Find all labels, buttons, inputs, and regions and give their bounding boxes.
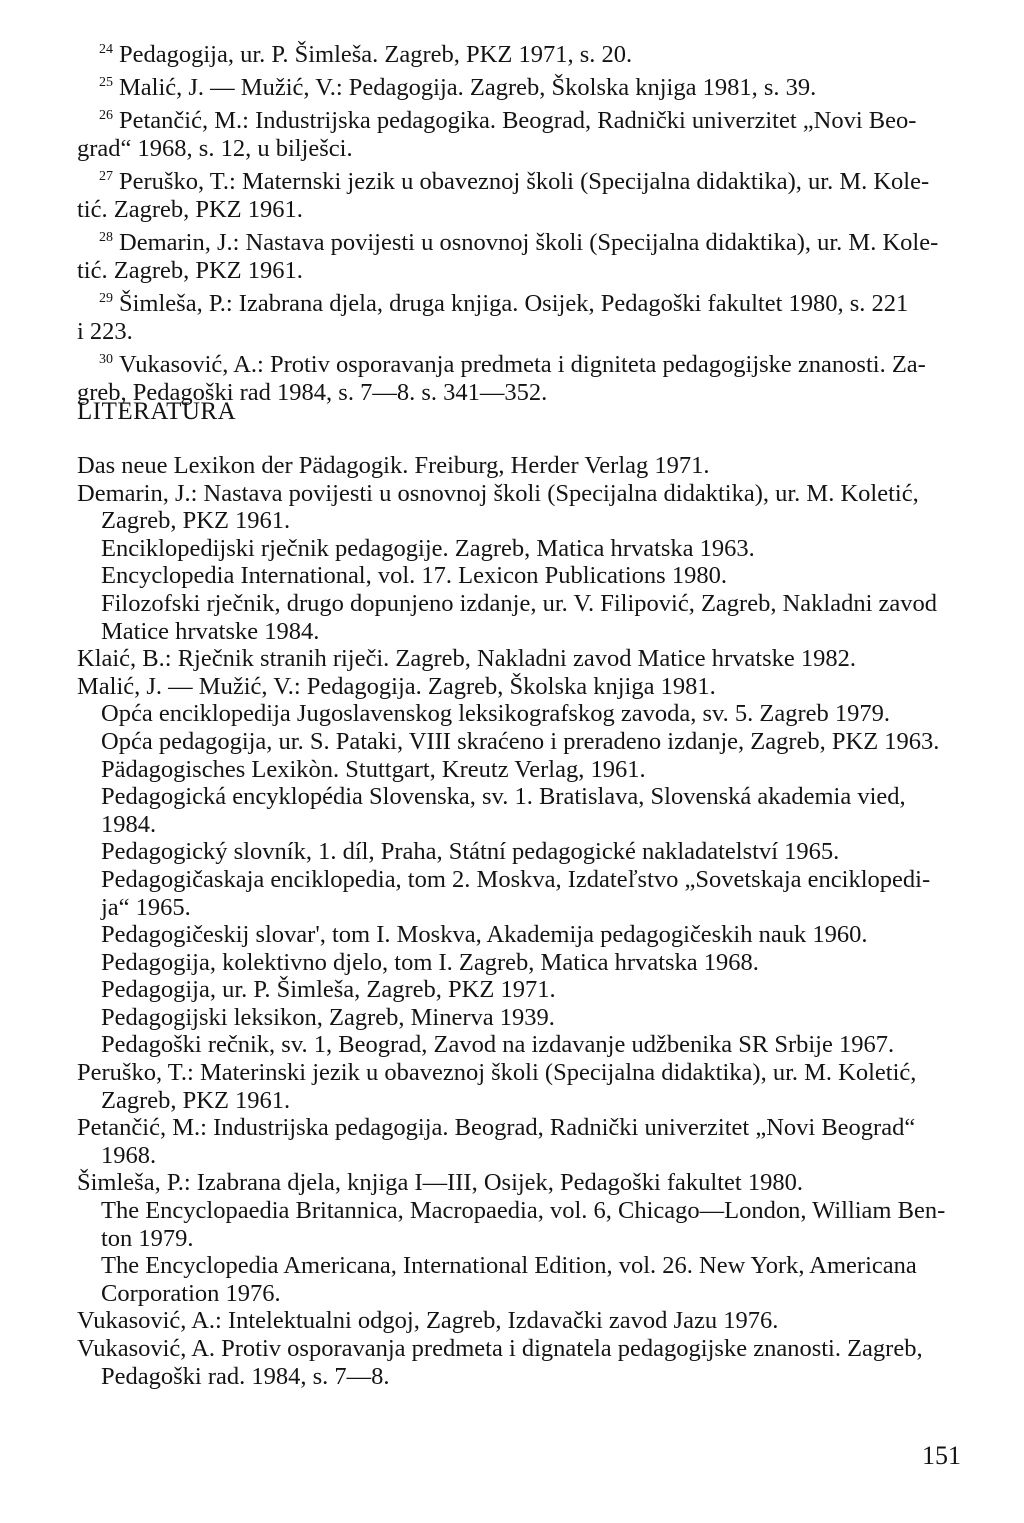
footnotes — [77, 36, 977, 407]
bibliography-entry — [77, 1114, 977, 1169]
footnote-number: 30 — [99, 352, 113, 367]
bibliography-line: 1968. — [101, 1141, 157, 1169]
bibliography-entry — [77, 673, 977, 701]
bibliography-entry — [77, 535, 977, 563]
bibliography-line: Peruško, T.: Materinski jezik u obaveznoj školi (Specijalna didaktika), ur. M. Koletić, — [77, 1059, 917, 1087]
bibliography-line: Pädagogisches Lexikòn. Stuttgart, Kreutz Verlag, 1961. — [101, 755, 646, 783]
bibliography-entry — [77, 452, 977, 480]
bibliography-line: Pedagogický slovník, 1. díl, Praha, Státní pedagogické nakladatelství 1965. — [101, 838, 840, 866]
footnote-text: Vukasović, A.: Protiv osporavanja predmeta i digniteta pedagogijske znanosti. Za- — [119, 351, 926, 378]
footnote-text: Peruško, T.: Maternski jezik u obaveznoj školi (Specijalna didaktika), ur. M. Kole- — [119, 168, 930, 195]
bibliography-entry — [77, 1031, 977, 1059]
bibliography-line: Pedagogijski leksikon, Zagreb, Minerva 1939. — [101, 1003, 555, 1031]
bibliography-line: Šimleša, P.: Izabrana djela, knjiga I—III, Osijek, Pedagoški fakultet 1980. — [77, 1169, 803, 1197]
bibliography-line: Pedagogičaskaja enciklopedia, tom 2. Moskva, Izdateľstvo „Sovetskaja enciklopedi- — [101, 865, 931, 893]
footnote — [77, 36, 977, 69]
bibliography-line: Pedagoški rečnik, sv. 1, Beograd, Zavod na izdavanje udžbenika SR Srbije 1967. — [101, 1031, 895, 1059]
bibliography-entry — [77, 562, 977, 590]
bibliography-entry — [77, 480, 977, 535]
bibliography-entry — [77, 1169, 977, 1197]
footnote-number: 29 — [99, 291, 113, 306]
bibliography-entry — [77, 590, 977, 645]
footnote — [77, 224, 977, 285]
bibliography-entry — [77, 756, 977, 784]
bibliography-entry — [77, 949, 977, 977]
bibliography-entry — [77, 1252, 977, 1307]
footnote-number: 26 — [99, 108, 113, 123]
footnote-text: Pedagogija, ur. P. Šimleša. Zagreb, PKZ 1971, s. 20. — [119, 41, 633, 68]
footnote-text: Petančić, M.: Industrijska pedagogika. Beograd, Radnički univerzitet „Novi Beo- — [119, 107, 917, 134]
bibliography-line: Pedagogija, ur. P. Šimleša, Zagreb, PKZ 1971. — [101, 976, 556, 1004]
bibliography-line: 1984. — [101, 810, 157, 838]
footnote-text: grad“ 1968, s. 12, u bilješci. — [77, 135, 353, 162]
footnote-number: 25 — [99, 75, 113, 90]
bibliography-line: ton 1979. — [101, 1224, 194, 1252]
bibliography-line: Enciklopedijski rječnik pedagogije. Zagreb, Matica hrvatska 1963. — [101, 534, 755, 562]
footnote — [77, 102, 977, 163]
footnote-text: tić. Zagreb, PKZ 1961. — [77, 196, 303, 223]
bibliography-line: Opća enciklopedija Jugoslavenskog leksikografskog zavoda, sv. 5. Zagreb 1979. — [101, 700, 891, 728]
footnote-number: 28 — [99, 230, 113, 245]
bibliography-line: Vukasović, A. Protiv osporavanja predmeta i dignatela pedagogijske znanosti. Zagreb, — [77, 1335, 923, 1362]
footnote-number: 24 — [99, 42, 113, 57]
bibliography-line: Zagreb, PKZ 1961. — [101, 507, 291, 535]
bibliography-line: Klaić, B.: Rječnik stranih riječi. Zagreb, Nakladni zavod Matice hrvatske 1982. — [77, 645, 856, 673]
bibliography-entry — [77, 1059, 977, 1114]
bibliography-line: Corporation 1976. — [101, 1279, 281, 1307]
bibliography-line: Das neue Lexikon der Pädagogik. Freiburg, Herder Verlag 1971. — [77, 452, 710, 479]
bibliography-line: Petančić, M.: Industrijska pedagogija. Beograd, Radnički univerzitet „Novi Beograd“ — [77, 1114, 916, 1142]
bibliography-entry — [77, 1335, 977, 1390]
bibliography-line: Encyclopedia International, vol. 17. Lexicon Publications 1980. — [101, 562, 727, 590]
bibliography-entry — [77, 700, 977, 728]
bibliography — [77, 452, 977, 1390]
bibliography-line: Zagreb, PKZ 1961. — [101, 1086, 291, 1114]
section-heading: LITERATURA — [77, 398, 237, 425]
bibliography-line: Demarin, J.: Nastava povijesti u osnovnoj školi (Specijalna didaktika), ur. M. Koletić, — [77, 479, 919, 507]
footnote — [77, 285, 977, 346]
bibliography-line: Pedagogická encyklopédia Slovenska, sv. 1. Bratislava, Slovenská akademia vied, — [101, 783, 906, 811]
footnote-text: greb, Pedagoški rad 1984, s. 7—8. s. 341—352. — [77, 379, 548, 406]
bibliography-line: ja“ 1965. — [101, 893, 191, 921]
bibliography-entry — [77, 976, 977, 1004]
bibliography-line: Vukasović, A.: Intelektualni odgoj, Zagreb, Izdavački zavod Jazu 1976. — [77, 1307, 779, 1335]
footnote-text: i 223. — [77, 318, 133, 345]
bibliography-line: Malić, J. — Mužić, V.: Pedagogija. Zagreb, Školska knjiga 1981. — [77, 672, 716, 700]
bibliography-line: The Encyclopaedia Britannica, Macropaedia, vol. 6, Chicago—London, William Ben- — [101, 1197, 946, 1225]
bibliography-line: The Encyclopedia Americana, International Edition, vol. 26. New York, Americana — [101, 1252, 917, 1280]
bibliography-line: Pedagoški rad. 1984, s. 7—8. — [101, 1362, 390, 1390]
bibliography-line: Matice hrvatske 1984. — [101, 617, 320, 645]
footnote-text: Malić, J. — Mužić, V.: Pedagogija. Zagreb, Školska knjiga 1981, s. 39. — [119, 74, 817, 101]
footnote — [77, 163, 977, 224]
bibliography-entry — [77, 921, 977, 949]
bibliography-entry — [77, 1004, 977, 1032]
bibliography-entry — [77, 1307, 977, 1335]
bibliography-entry — [77, 783, 977, 838]
bibliography-entry — [77, 728, 977, 756]
footnote-text: tić. Zagreb, PKZ 1961. — [77, 257, 303, 284]
bibliography-entry — [77, 645, 977, 673]
bibliography-line: Opća pedagogija, ur. S. Pataki, VIII skraćeno i preradeno izdanje, Zagreb, PKZ 1963. — [101, 727, 940, 755]
footnote — [77, 69, 977, 102]
page-number: 151 — [922, 1441, 961, 1470]
footnote-text: Demarin, J.: Nastava povijesti u osnovnoj školi (Specijalna didaktika), ur. M. Kole- — [119, 229, 939, 256]
footnote-text: Šimleša, P.: Izabrana djela, druga knjiga. Osijek, Pedagoški fakultet 1980, s. 221 — [119, 290, 909, 317]
footnote-number: 27 — [99, 169, 113, 184]
bibliography-entry — [77, 838, 977, 866]
bibliography-entry — [77, 866, 977, 921]
bibliography-line: Pedagogičeskij slovar', tom I. Moskva, Akademija pedagogičeskih nauk 1960. — [101, 921, 868, 949]
bibliography-line: Pedagogija, kolektivno djelo, tom I. Zagreb, Matica hrvatska 1968. — [101, 948, 759, 976]
bibliography-line: Filozofski rječnik, drugo dopunjeno izdanje, ur. V. Filipović, Zagreb, Nakladni zavod — [101, 589, 938, 617]
bibliography-entry — [77, 1197, 977, 1252]
